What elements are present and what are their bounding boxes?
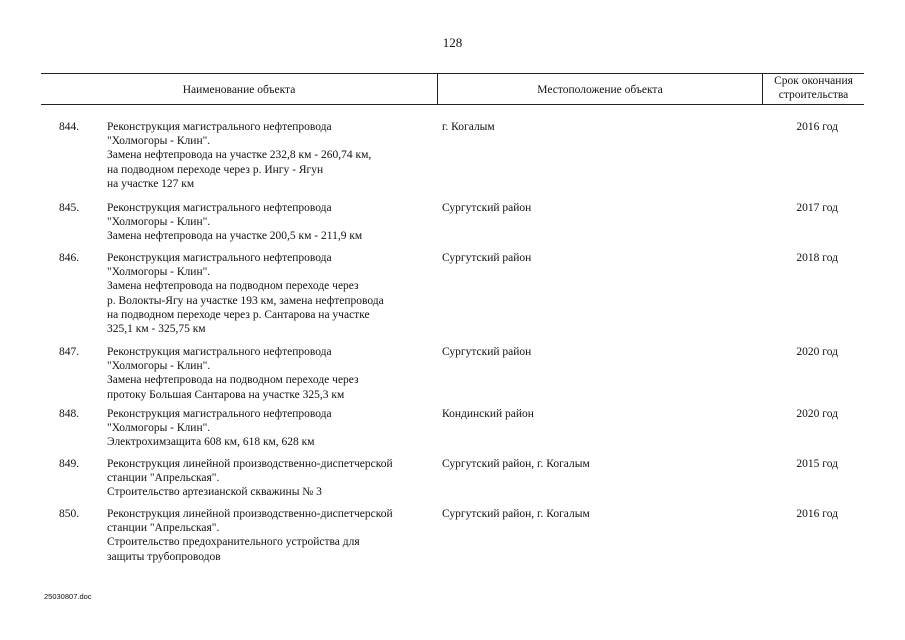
table-top-border bbox=[41, 73, 864, 74]
object-name-line: Реконструкция линейной производственно-диспетчерской bbox=[107, 458, 393, 470]
completion-year: 2020 год bbox=[796, 408, 838, 420]
page-number: 128 bbox=[442, 35, 463, 50]
object-name bbox=[107, 120, 442, 191]
object-name-line: Строительство предохранительного устройства для bbox=[107, 536, 360, 549]
object-name-line: Реконструкция магистрального нефтепровода bbox=[107, 252, 332, 264]
object-location: Сургутский район, г. Когалым bbox=[442, 458, 590, 470]
object-name-line: станции "Апрельская". bbox=[107, 472, 220, 485]
object-name-line: "Холмогоры - Клин". bbox=[107, 422, 211, 435]
object-name bbox=[107, 407, 442, 450]
object-name-line: Реконструкция магистрального нефтепровода bbox=[107, 346, 332, 358]
object-location: г. Когалым bbox=[442, 121, 495, 133]
object-location: Сургутский район bbox=[442, 346, 532, 358]
object-name-line: "Холмогоры - Клин". bbox=[107, 135, 211, 148]
object-name-line: на подводном переходе через р. Сантарова на участке bbox=[107, 308, 370, 321]
row-number: 849. bbox=[59, 458, 80, 470]
row-number: 845. bbox=[59, 202, 80, 214]
object-name-line: Электрохимзащита 608 км, 618 км, 628 км bbox=[107, 436, 315, 449]
completion-year: 2017 год bbox=[796, 202, 838, 214]
object-name-line: на участке 127 км bbox=[107, 177, 195, 190]
object-name bbox=[107, 507, 442, 564]
header-deadline bbox=[763, 74, 864, 102]
row-number: 850. bbox=[59, 508, 80, 520]
row-number: 848. bbox=[59, 408, 80, 420]
object-name-line: протоку Большая Сантарова на участке 325,3 км bbox=[107, 388, 345, 401]
object-location: Сургутский район bbox=[442, 202, 532, 214]
header-deadline-line1: Срок окончания bbox=[774, 75, 853, 87]
completion-year: 2016 год bbox=[796, 121, 838, 133]
object-name bbox=[107, 345, 442, 402]
object-name-line: "Холмогоры - Клин". bbox=[107, 216, 211, 229]
document-filename: 25030807.doc bbox=[44, 592, 92, 601]
completion-year: 2015 год bbox=[796, 458, 838, 470]
header-object-name: Наименование объекта bbox=[182, 84, 296, 96]
object-name-line: Реконструкция магистрального нефтепровода bbox=[107, 121, 332, 133]
object-name bbox=[107, 457, 442, 500]
object-name bbox=[107, 201, 442, 244]
object-name-line: Замена нефтепровода на подводном переходе через bbox=[107, 280, 359, 293]
row-number: 844. bbox=[59, 121, 80, 133]
row-number: 846. bbox=[59, 252, 80, 264]
object-location: Кондинский район bbox=[442, 408, 534, 420]
object-name-line: "Холмогоры - Клин". bbox=[107, 360, 211, 373]
completion-year: 2016 год bbox=[796, 508, 838, 520]
object-name-line: Реконструкция магистрального нефтепровода bbox=[107, 408, 332, 420]
row-number: 847. bbox=[59, 346, 80, 358]
object-name-line: станции "Апрельская". bbox=[107, 522, 220, 535]
object-name-line: 325,1 км - 325,75 км bbox=[107, 323, 206, 336]
object-name bbox=[107, 251, 442, 336]
object-name-line: "Холмогоры - Клин". bbox=[107, 266, 211, 279]
completion-year: 2018 год bbox=[796, 252, 838, 264]
object-location: Сургутский район, г. Когалым bbox=[442, 508, 590, 520]
object-name-line: Замена нефтепровода на участке 232,8 км - 260,74 км, bbox=[107, 149, 372, 162]
object-name-line: на подводном переходе через р. Ингу - Ягун bbox=[107, 163, 324, 176]
object-location: Сургутский район bbox=[442, 252, 532, 264]
completion-year: 2020 год bbox=[796, 346, 838, 358]
object-name-line: защиты трубопроводов bbox=[107, 550, 221, 563]
object-name-line: Замена нефтепровода на участке 200,5 км - 211,9 км bbox=[107, 230, 363, 243]
object-name-line: Реконструкция магистрального нефтепровода bbox=[107, 202, 332, 214]
table-header-bottom-border bbox=[41, 104, 864, 105]
header-object-location: Местоположение объекта bbox=[537, 84, 663, 96]
object-name-line: р. Волокты-Ягу на участке 193 км, замена нефтепровода bbox=[107, 294, 384, 307]
object-name-line: Строительство артезианской скважины № 3 bbox=[107, 486, 322, 499]
object-name-line: Реконструкция линейной производственно-диспетчерской bbox=[107, 508, 393, 520]
object-name-line: Замена нефтепровода на подводном переходе через bbox=[107, 374, 359, 387]
header-deadline-line2: строительства bbox=[778, 89, 849, 102]
